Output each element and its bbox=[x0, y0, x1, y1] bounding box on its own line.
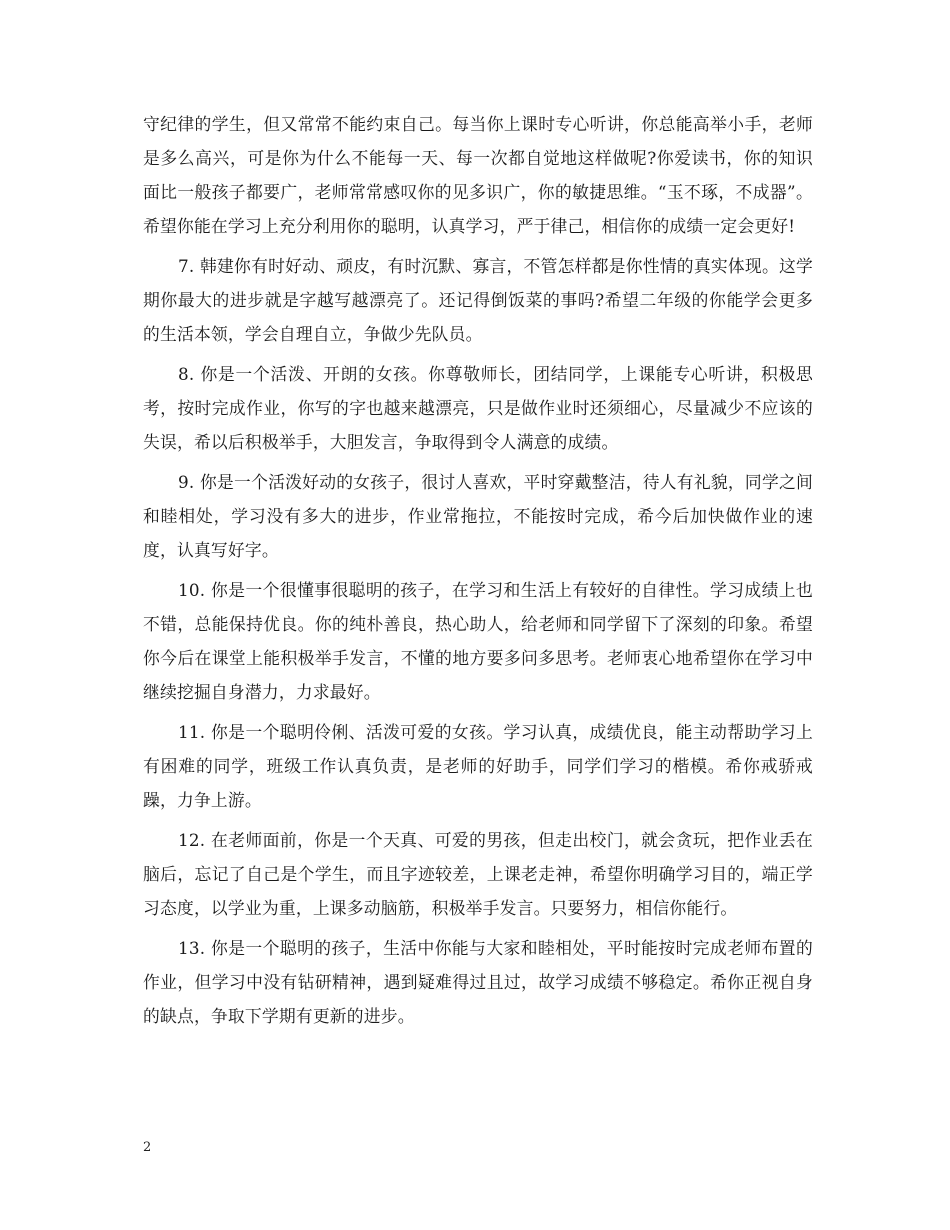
paragraph-continuation: 守纪律的学生，但又常常不能约束自己。每当你上课时专心听讲，你总能高举小手，老师是多么高兴，可是你为什么不能每一天、每一次都自觉地这样做呢?你爱读书，你的知识面比一般孩子都要广，老师常常感叹你的见多识广，你的敏捷思维。“玉不琢，不成器”。希望你能在学习上充分利用你的聪明，认真学习，严于律己，相信你的成绩一定会更好! bbox=[143, 114, 813, 236]
document-body bbox=[143, 107, 813, 1033]
paragraph-comment-10: 10. 你是一个很懂事很聪明的孩子，在学习和生活上有较好的自律性。学习成绩上也不错，总能保持优良。你的纯朴善良，热心助人，给老师和同学留下了深刻的印象。希望你今后在课堂上能积极举手发言，不懂的地方要多问多思考。老师衷心地希望你在学习中继续挖掘自身潜力，力求最好。 bbox=[143, 580, 813, 702]
paragraph-comment-9: 9. 你是一个活泼好动的女孩子，很讨人喜欢，平时穿戴整洁，待人有礼貌，同学之间和睦相处，学习没有多大的进步，作业常拖拉，不能按时完成，希今后加快做作业的速度，认真写好字。 bbox=[143, 472, 813, 560]
paragraph-comment-13: 13. 你是一个聪明的孩子，生活中你能与大家和睦相处，平时能按时完成老师布置的作业，但学习中没有钻研精神，遇到疑难得过且过，故学习成绩不够稳定。希你正视自身的缺点，争取下学期有更新的进步。 bbox=[143, 938, 813, 1026]
page-number: 2 bbox=[143, 1140, 152, 1155]
paragraph-comment-7: 7. 韩建你有时好动、顽皮，有时沉默、寡言，不管怎样都是你性情的真实体现。这学期你最大的进步就是字越写越漂亮了。还记得倒饭菜的事吗?希望二年级的你能学会更多的生活本领，学会自理自立，争做少先队员。 bbox=[143, 256, 813, 344]
paragraph-comment-11: 11. 你是一个聪明伶俐、活泼可爱的女孩。学习认真，成绩优良，能主动帮助学习上有困难的同学，班级工作认真负责，是老师的好助手，同学们学习的楷模。希你戒骄戒躁，力争上游。 bbox=[143, 722, 813, 810]
paragraph-comment-12: 12. 在老师面前，你是一个天真、可爱的男孩，但走出校门，就会贪玩，把作业丢在脑后，忘记了自己是个学生，而且字迹较差，上课老走神，希望你明确学习目的，端正学习态度，以学业为重，上课多动脑筋，积极举手发言。只要努力，相信你能行。 bbox=[143, 830, 813, 918]
paragraph-comment-8: 8. 你是一个活泼、开朗的女孩。你尊敬师长，团结同学，上课能专心听讲，积极思考，按时完成作业，你写的字也越来越漂亮，只是做作业时还须细心，尽量减少不应该的失误，希以后积极举手，大胆发言，争取得到令人满意的成绩。 bbox=[143, 364, 813, 452]
